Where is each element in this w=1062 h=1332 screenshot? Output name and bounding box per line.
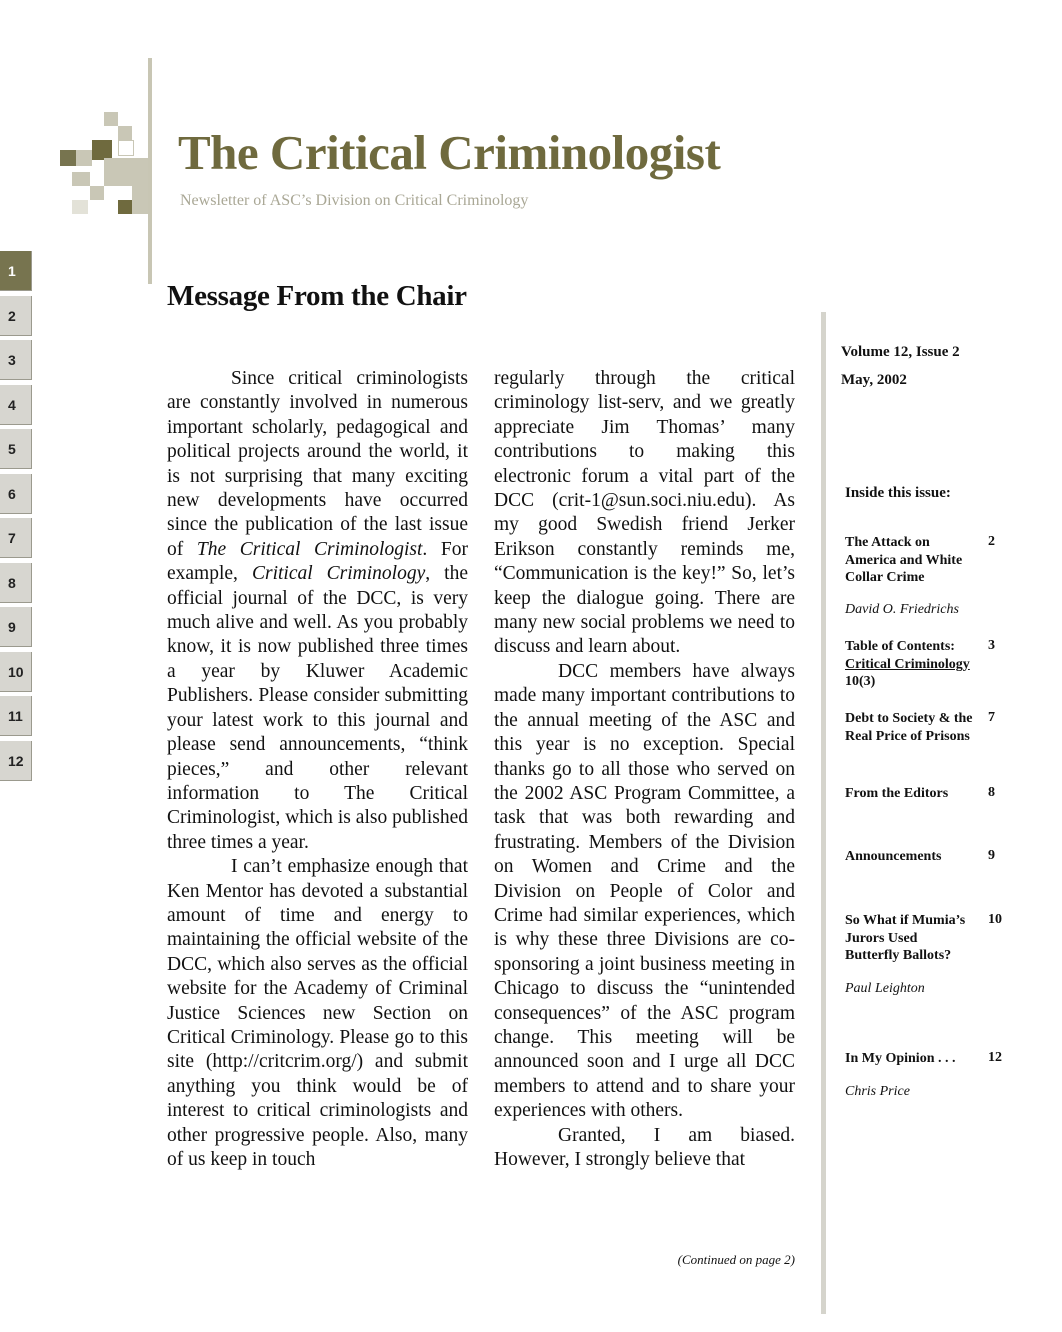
article-paragraph: regularly through the critical criminology list-serv, and we greatly appreciate Jim Thomas’ many contributions to making this electronic forum a vital part of the DCC (crit-1@sun.soci.niu.edu). As my good Swedish friend Jerker Erikson constantly reminds me, “Communication is the key!” So, let’s keep the dialogue going. There are many new social problems we need to discuss and learn about.: [494, 368, 795, 658]
toc-item-page: 10: [988, 912, 1002, 927]
page-tab-8[interactable]: 8: [0, 563, 32, 603]
volume-issue: Volume 12, Issue 2: [841, 344, 960, 360]
header-divider: [148, 58, 152, 284]
toc-item-page: 3: [988, 638, 995, 653]
continued-note: (Continued on page 2): [677, 1252, 795, 1267]
toc-item-page: 8: [988, 785, 995, 800]
toc-item-title[interactable]: Debt to Society & the Real Price of Prisons: [845, 711, 973, 744]
page-tab-11[interactable]: 11: [0, 696, 32, 736]
article-paragraph: DCC members have always made many important contributions to the annual meeting of the ASC and this year is no exception. Special thanks go to all those who served on the 2002 ASC Program Committee, a task that was both rewarding and frustrating. Members of the Division on Women and Crime and the Division on People of Color and Crime had similar experiences, which is why these three Divisions are co-sponsoring a joint business meeting in Chicago to discuss the “unintended consequences” of the ASC program change. This meeting will be announced soon and I urge all DCC members to attend and to share your experiences with others.: [494, 660, 795, 1122]
newsletter-subtitle: Newsletter of ASC’s Division on Critical Criminology: [180, 192, 529, 209]
page-tab-6[interactable]: 6: [0, 474, 32, 514]
toc-item-title[interactable]: In My Opinion . . .: [845, 1051, 956, 1066]
page-tab-9[interactable]: 9: [0, 607, 32, 647]
toc-item-title[interactable]: Announcements: [845, 849, 942, 864]
toc-item-author: Chris Price: [845, 1084, 910, 1099]
article-column-1: [167, 367, 468, 1172]
toc-item-title[interactable]: From the Editors: [845, 786, 949, 801]
article-paragraph: I can’t emphasize enough that Ken Mentor has devoted a substantial amount of time and energy to maintaining the official website of the DCC, which also serves as the official website for the Academy of Criminal Justice Sciences new Section on Critical Criminology. Please go to this site (http://critcrim.org/) and submit anything you think would be of interest to critical criminologists and other progressive people. Also, many of us keep in touch: [167, 856, 468, 1170]
article-paragraph: Since critical criminologists are constantly involved in numerous important scholarly, pedagogical and political projects around the world, it is not surprising that many exciting new developments have occurred since the publication of the last issue of The Critical Criminologist. For example, Critical Criminology, the official journal of the DCC, is very much alive and well. As you probably know, it is now published three times a year by Kluwer Academic Publishers. Please consider submitting your latest work to this journal and please send announcements, “think pieces,” and other relevant information to The Critical Criminologist, which is also published three times a year.: [167, 368, 468, 853]
page-tab-12[interactable]: 12: [0, 741, 32, 781]
article-heading: Message From the Chair: [167, 280, 467, 312]
toc-item-page: 7: [988, 710, 995, 725]
toc-item-author: David O. Friedrichs: [845, 602, 959, 617]
toc-item-page: 2: [988, 534, 995, 549]
toc-item-title[interactable]: So What if Mumia’s Jurors Used Butterfly Ballots?: [845, 913, 966, 963]
toc-item-title[interactable]: Table of Contents: Critical Criminology 10(3): [845, 639, 970, 689]
inside-issue-label: Inside this issue:: [845, 485, 951, 501]
page-tab-5[interactable]: 5: [0, 429, 32, 469]
newsletter-title: The Critical Criminologist: [178, 125, 721, 180]
article-paragraph: Granted, I am biased. However, I strongly believe that: [494, 1124, 795, 1170]
page-tab-10[interactable]: 10: [0, 652, 32, 692]
sidebar-divider: [821, 312, 826, 1314]
page-tab-3[interactable]: 3: [0, 340, 32, 380]
page-tab-1[interactable]: 1: [0, 251, 32, 291]
article-column-2: [494, 367, 795, 1172]
page-tab-4[interactable]: 4: [0, 385, 32, 425]
toc-item-title[interactable]: The Attack on America and White Collar Crime: [845, 535, 963, 585]
page-tab-2[interactable]: 2: [0, 296, 32, 336]
toc-item-author: Paul Leighton: [845, 981, 925, 996]
issue-date: May, 2002: [841, 372, 907, 388]
page-tab-7[interactable]: 7: [0, 518, 32, 558]
toc-item-page: 9: [988, 848, 995, 863]
toc-item-page: 12: [988, 1050, 1002, 1065]
